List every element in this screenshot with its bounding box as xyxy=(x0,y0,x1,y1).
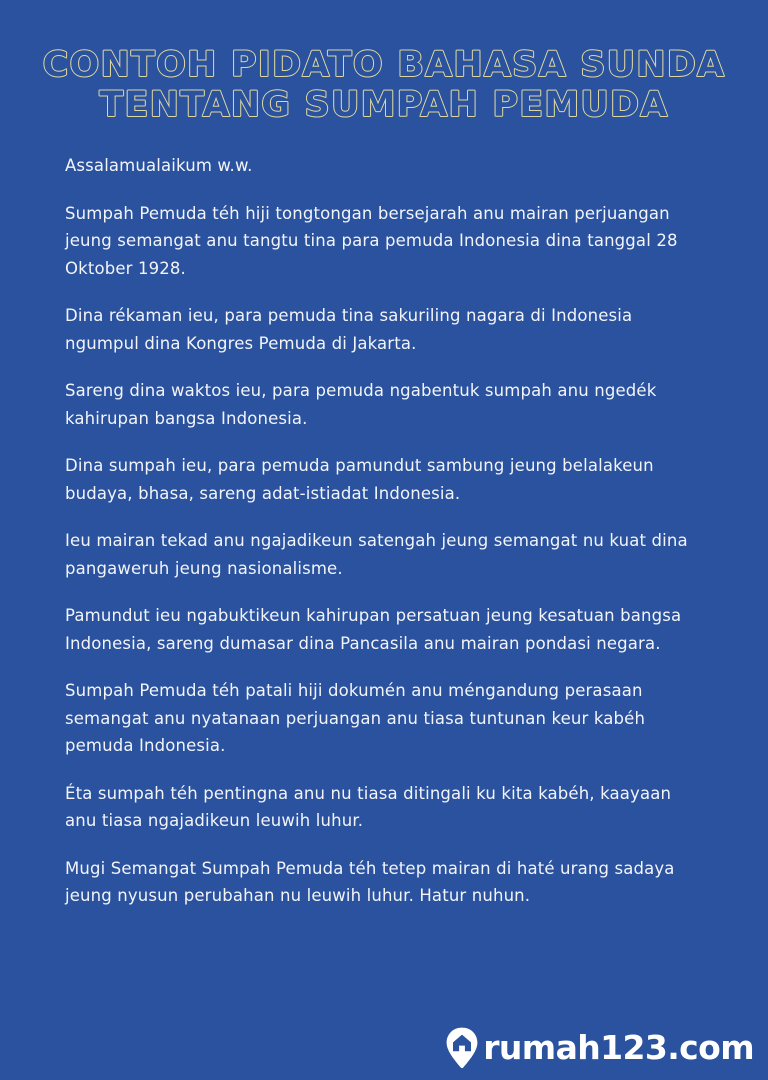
paragraph: Assalamualaikum w.w. xyxy=(65,156,253,175)
paragraph: Ieu mairan tekad anu ngajadikeun satengah jeung semangat nu kuat dina pangaweruh jeung nasionalisme. xyxy=(65,531,688,578)
title-line-2: TENTANG SUMPAH PEMUDA xyxy=(99,85,669,125)
rumah123-logo xyxy=(445,1026,754,1070)
paragraph: Sareng dina waktos ieu, para pemuda ngabentuk sumpah anu ngedék kahirupan bangsa Indonesia. xyxy=(65,381,657,428)
title-line-1: CONTOH PIDATO BAHASA SUNDA xyxy=(42,45,726,85)
paragraph: Sumpah Pemuda téh patali hiji dokumén anu méngandung perasaan semangat anu nyatanaan perjuangan anu tiasa tuntunan keur kabéh pemuda Indonesia. xyxy=(65,681,646,755)
paragraph: Pamundut ieu ngabuktikeun kahirupan persatuan jeung kesatuan bangsa Indonesia, sareng dumasar dina Pancasila anu mairan pondasi negara. xyxy=(65,606,682,653)
speech-body xyxy=(65,152,695,910)
logo-wordmark: rumah123.com xyxy=(483,1028,754,1067)
map-pin-house-icon xyxy=(445,1026,479,1070)
paragraph: Éta sumpah téh pentingna anu nu tiasa ditingali ku kita kabéh, kaayaan anu tiasa ngajadikeun leuwih luhur. xyxy=(65,783,672,830)
paragraph: Dina sumpah ieu, para pemuda pamundut sambung jeung belalakeun budaya, bhasa, sareng adat-istiadat Indonesia. xyxy=(65,456,654,503)
page-title xyxy=(0,46,768,124)
paragraph: Sumpah Pemuda téh hiji tongtongan bersejarah anu mairan perjuangan jeung semangat anu tangtu tina para pemuda Indonesia dina tanggal 28 Oktober 1928. xyxy=(65,203,678,278)
paragraph: Dina rékaman ieu, para pemuda tina sakuriling nagara di Indonesia ngumpul dina Kongres Pemuda di Jakarta. xyxy=(65,306,633,353)
paragraph: Mugi Semangat Sumpah Pemuda téh tetep mairan di haté urang sadaya jeung nyusun perubahan nu leuwih luhur. Hatur nuhun. xyxy=(65,858,675,905)
